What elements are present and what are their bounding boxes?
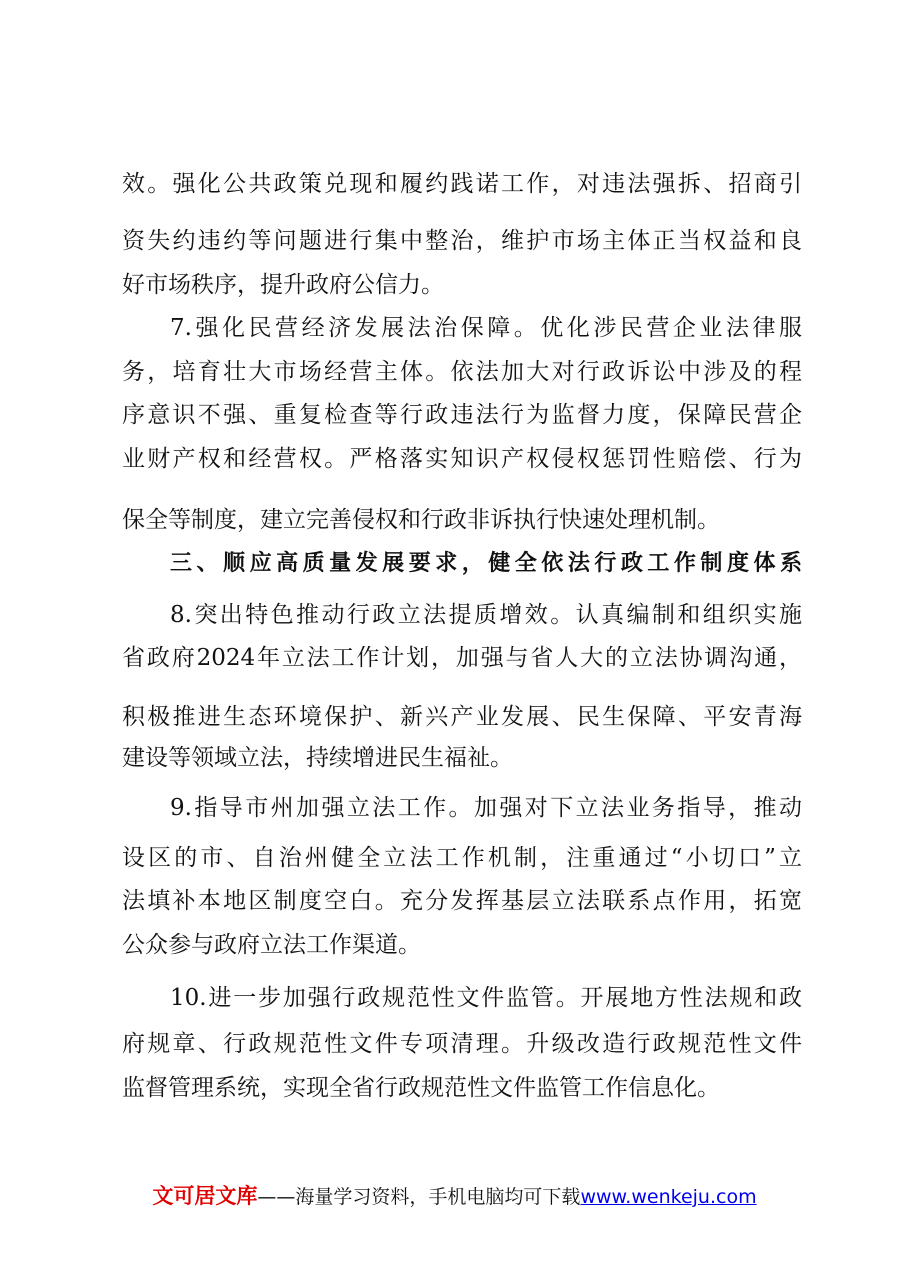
paragraph-line: 建设等领域立法，持续增进民生福祉。 bbox=[122, 745, 513, 771]
paragraph-line: 好市场秩序，提升政府公信力。 bbox=[122, 272, 444, 298]
paragraph-line: 资失约违约等问题进行集中整治，维护市场主体正当权益和良 bbox=[122, 228, 802, 254]
paragraph-line: 7.强化民营经济发展法治保障。优化涉民营企业法律服 bbox=[170, 315, 802, 341]
footer-slogan: ——海量学习资料，手机电脑均可下载 bbox=[257, 1186, 581, 1208]
footer-banner bbox=[0, 1182, 909, 1211]
paragraph-line: 务，培育壮大市场经营主体。依法加大对行政诉讼中涉及的程 bbox=[122, 359, 802, 385]
section-heading: 三、顺应高质量发展要求，健全依法行政工作制度体系 bbox=[170, 551, 802, 576]
paragraph-line: 监督管理系统，实现全省行政规范性文件监管工作信息化。 bbox=[122, 1075, 720, 1101]
paragraph-line: 10.进一步加强行政规范性文件监管。开展地方性法规和政 bbox=[170, 985, 802, 1011]
paragraph-line: 保全等制度，建立完善侵权和行政非诉执行快速处理机制。 bbox=[122, 507, 720, 533]
footer-link[interactable]: www.wenkeju.com bbox=[580, 1186, 757, 1208]
paragraph-line: 积极推进生态环境保护、新兴产业发展、民生保障、平安青海 bbox=[122, 704, 802, 730]
paragraph-line: 8.突出特色推动行政立法提质增效。认真编制和组织实施 bbox=[170, 602, 802, 628]
paragraph-line: 法填补本地区制度空白。充分发挥基层立法联系点作用，拓宽 bbox=[122, 888, 802, 914]
paragraph-line: 府规章、行政规范性文件专项清理。升级改造行政规范性文件 bbox=[122, 1031, 802, 1057]
paragraph-line: 序意识不强、重复检查等行政违法行为监督力度，保障民营企 bbox=[122, 402, 802, 428]
paragraph-line: 9.指导市州加强立法工作。加强对下立法业务指导，推动 bbox=[170, 795, 802, 821]
paragraph-line: 设区的市、自治州健全立法工作机制，注重通过“小切口”立 bbox=[122, 845, 802, 871]
paragraph-line: 效。强化公共政策兑现和履约践诺工作，对违法强拆、招商引 bbox=[122, 171, 802, 197]
paragraph-line: 公众参与政府立法工作渠道。 bbox=[122, 932, 421, 958]
paragraph-line: 省政府2024年立法工作计划，加强与省人大的立法协调沟通， bbox=[122, 645, 802, 671]
paragraph-line: 业财产权和经营权。严格落实知识产权侵权惩罚性赔偿、行为 bbox=[122, 446, 802, 472]
footer-brand: 文可居文库 bbox=[152, 1184, 258, 1208]
